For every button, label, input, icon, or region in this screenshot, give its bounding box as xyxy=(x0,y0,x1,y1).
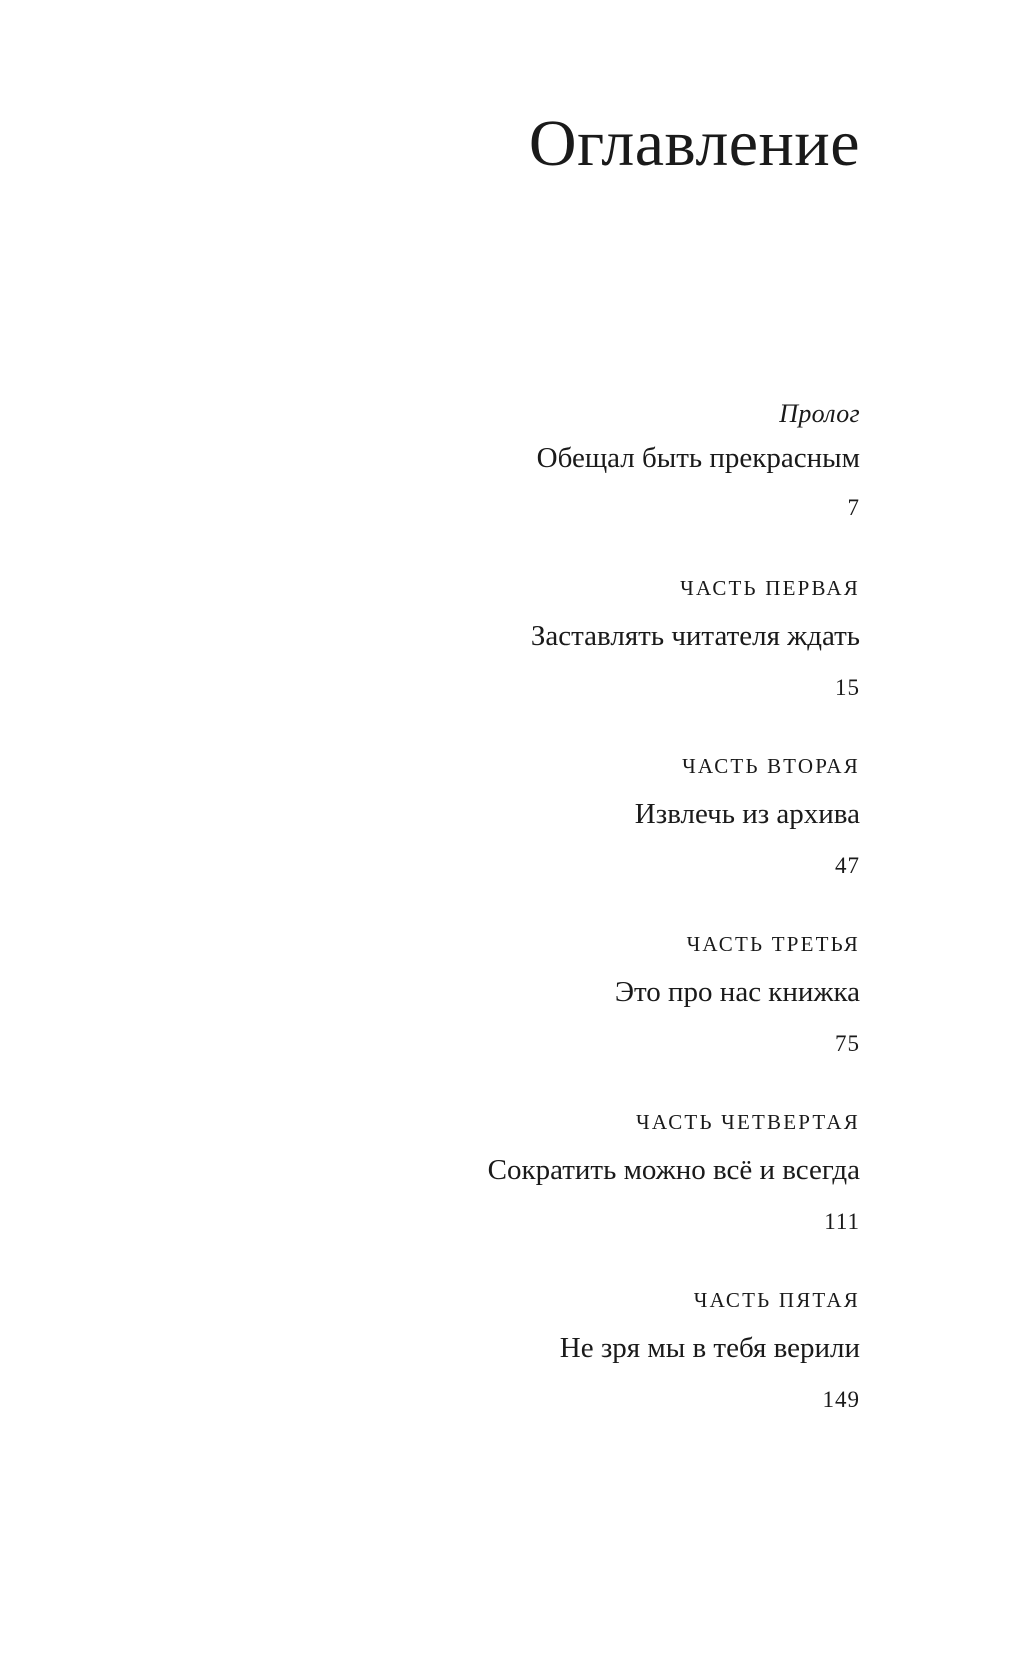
toc-entry-title: Сократить можно всё и всегда xyxy=(487,1154,860,1186)
toc-entry-page-number: 111 xyxy=(824,1209,860,1234)
page-title: Оглавление xyxy=(528,107,860,180)
toc-entry-page-number: 75 xyxy=(835,1031,860,1056)
toc-entry-label: ЧАСТЬ ЧЕТВЕРТАЯ xyxy=(636,1110,860,1134)
toc-entry-page-number: 149 xyxy=(822,1387,860,1412)
toc-entry-page-number: 7 xyxy=(847,495,860,520)
toc-entry-label: ЧАСТЬ ПЯТАЯ xyxy=(693,1288,860,1312)
toc-entry-label: ЧАСТЬ ТРЕТЬЯ xyxy=(686,932,860,956)
toc-entry-title: Извлечь из архива xyxy=(634,798,860,830)
toc-entry-title: Заставлять читателя ждать xyxy=(530,620,860,652)
toc-entry-label: ЧАСТЬ ПЕРВАЯ xyxy=(680,576,860,600)
toc-entry-label: ЧАСТЬ ВТОРАЯ xyxy=(682,754,860,778)
toc-entry-label: Пролог xyxy=(779,399,860,428)
toc-entry-page-number: 47 xyxy=(835,853,860,878)
toc-entry-title: Не зря мы в тебя верили xyxy=(559,1332,860,1364)
toc-entry-page-number: 15 xyxy=(835,675,860,700)
toc-entry-title: Обещал быть прекрасным xyxy=(536,442,860,474)
toc-entry-title: Это про нас книжка xyxy=(614,976,860,1008)
